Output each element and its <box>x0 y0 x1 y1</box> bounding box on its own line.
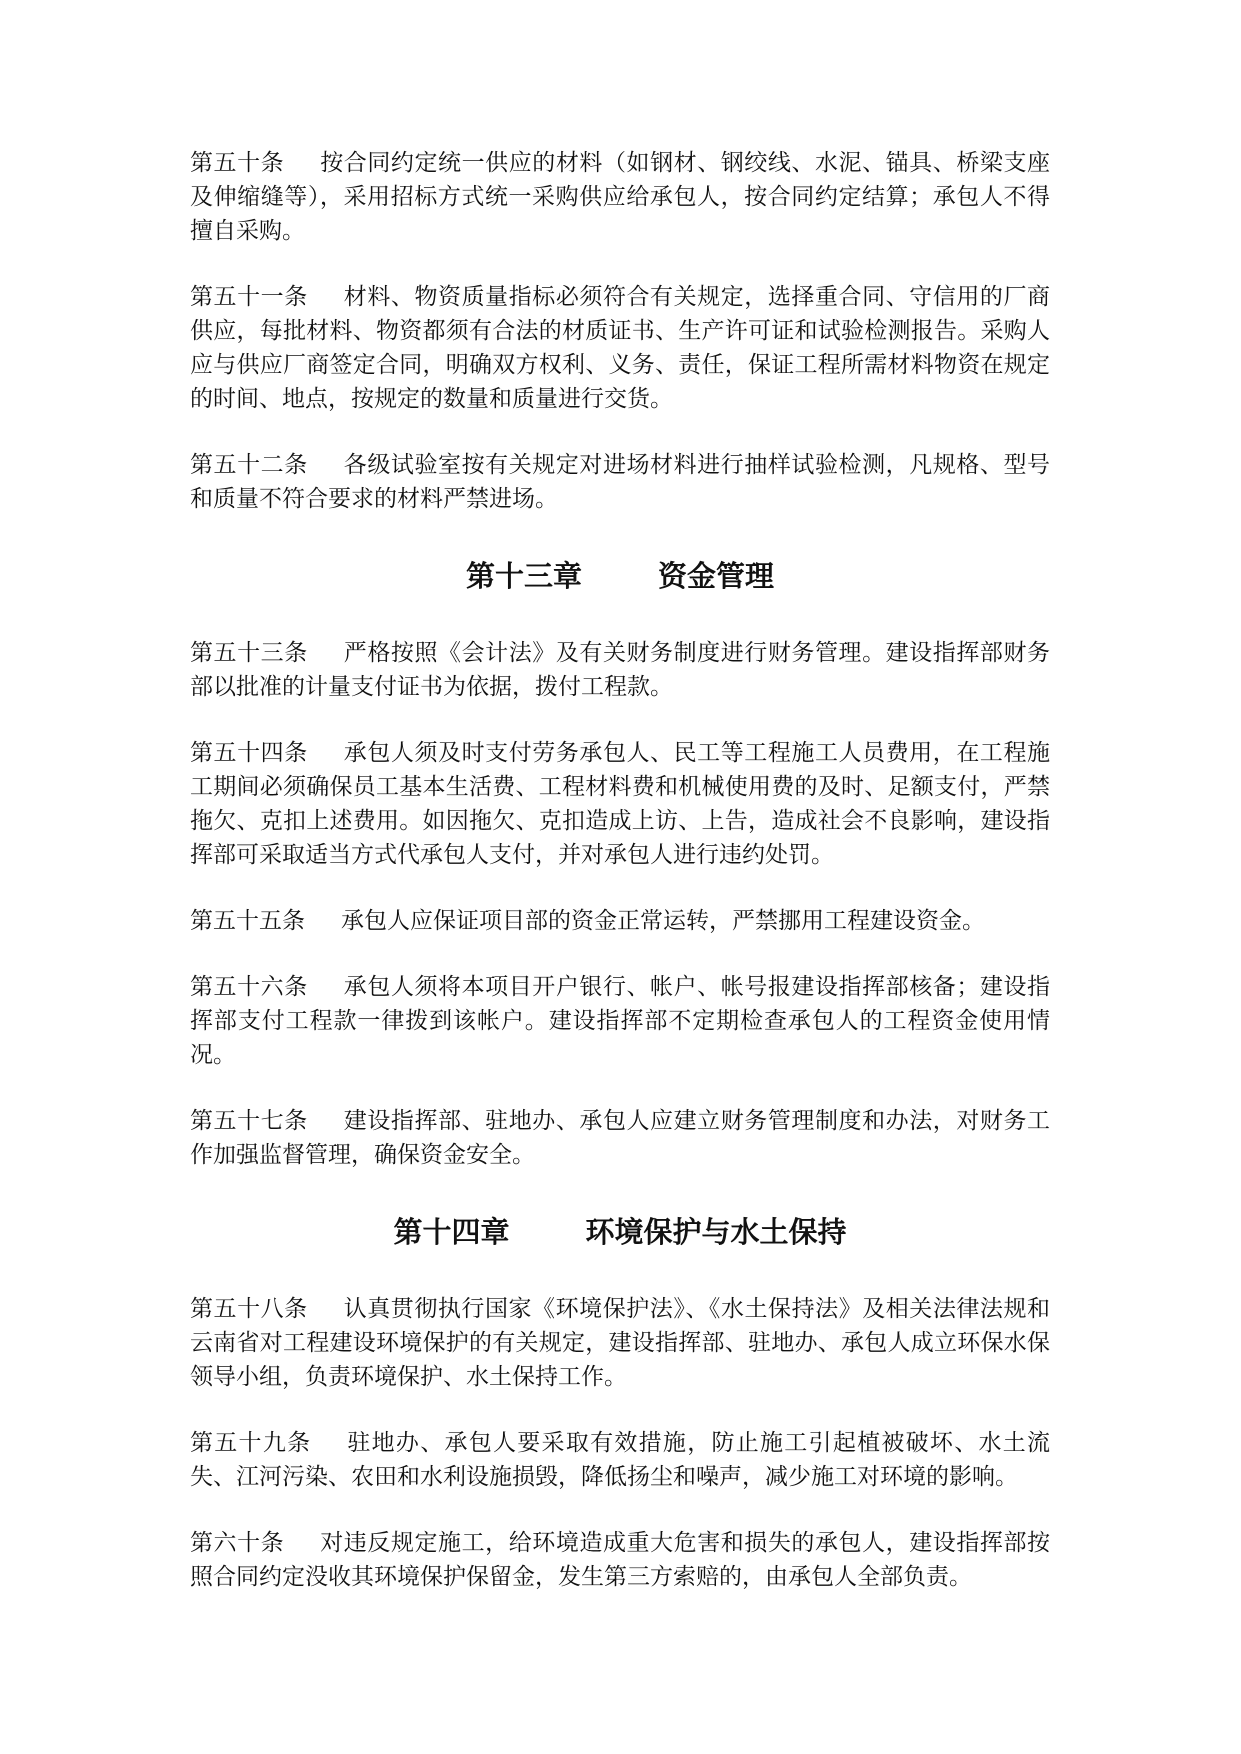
article-51 <box>190 280 1050 416</box>
article-number: 第五十一条 <box>190 284 308 310</box>
article-57 <box>190 1104 1050 1172</box>
article-number: 第五十条 <box>190 150 285 176</box>
article-text: 承包人应保证项目部的资金正常运转，严禁挪用工程建设资金。 <box>341 908 985 934</box>
article-58 <box>190 1292 1050 1394</box>
chapter-number: 第十三章 <box>465 559 582 593</box>
document-page <box>190 146 1050 1626</box>
article-text: 按合同约定统一供应的材料（如钢材、钢绞线、水泥、锚具、桥梁支座及伸缩缝等），采用招标方式统一采购供应给承包人，按合同约定结算；承包人不得擅自采购。 <box>190 150 1051 244</box>
chapter-number: 第十四章 <box>393 1215 510 1249</box>
article-number: 第五十八条 <box>190 1296 308 1322</box>
chapter-13-heading <box>190 556 1050 596</box>
article-number: 第六十条 <box>190 1530 285 1556</box>
article-59 <box>190 1426 1050 1494</box>
chapter-14-heading <box>190 1212 1050 1252</box>
article-text: 材料、物资质量指标必须符合有关规定，选择重合同、守信用的厂商供应，每批材料、物资都须有合法的材质证书、生产许可证和试验检测报告。采购人应与供应厂商签定合同，明确双方权利、义务、责任，保证工程所需材料物资在规定的时间、地点，按规定的数量和质量进行交货。 <box>190 284 1051 412</box>
article-text: 对违反规定施工，给环境造成重大危害和损失的承包人，建设指挥部按照合同约定没收其环境保护保留金，发生第三方索赔的，由承包人全部负责。 <box>190 1530 1051 1590</box>
article-number: 第五十六条 <box>190 974 308 1000</box>
article-number: 第五十九条 <box>190 1430 312 1456</box>
article-number: 第五十四条 <box>190 740 308 766</box>
chapter-title: 资金管理 <box>658 559 775 593</box>
article-50 <box>190 146 1050 248</box>
article-54 <box>190 736 1050 872</box>
article-number: 第五十二条 <box>190 452 308 478</box>
article-text: 建设指挥部、驻地办、承包人应建立财务管理制度和办法，对财务工作加强监督管理，确保资金安全。 <box>190 1108 1051 1168</box>
article-56 <box>190 970 1050 1072</box>
article-text: 各级试验室按有关规定对进场材料进行抽样试验检测，凡规格、型号和质量不符合要求的材料严禁进场。 <box>190 452 1051 512</box>
article-text: 承包人须将本项目开户银行、帐户、帐号报建设指挥部核备；建设指挥部支付工程款一律拨到该帐户。建设指挥部不定期检查承包人的工程资金使用情况。 <box>190 974 1051 1068</box>
article-text: 认真贯彻执行国家《环境保护法》、《水土保持法》及相关法律法规和云南省对工程建设环境保护的有关规定，建设指挥部、驻地办、承包人成立环保水保领导小组，负责环境保护、水土保持工作。 <box>190 1296 1051 1390</box>
article-60 <box>190 1526 1050 1594</box>
article-53 <box>190 636 1050 704</box>
article-text: 严格按照《会计法》及有关财务制度进行财务管理。建设指挥部财务部以批准的计量支付证书为依据，拨付工程款。 <box>190 640 1051 700</box>
article-text: 承包人须及时支付劳务承包人、民工等工程施工人员费用，在工程施工期间必须确保员工基本生活费、工程材料费和机械使用费的及时、足额支付，严禁拖欠、克扣上述费用。如因拖欠、克扣造成上访、上告，造成社会不良影响，建设指挥部可采取适当方式代承包人支付，并对承包人进行违约处罚。 <box>190 740 1051 868</box>
chapter-title: 环境保护与水土保持 <box>585 1215 847 1249</box>
article-number: 第五十七条 <box>190 1108 308 1134</box>
article-52 <box>190 448 1050 516</box>
article-number: 第五十三条 <box>190 640 308 666</box>
article-55 <box>190 904 1050 938</box>
article-text: 驻地办、承包人要采取有效措施，防止施工引起植被破坏、水土流失、江河污染、农田和水利设施损毁，降低扬尘和噪声，减少施工对环境的影响。 <box>190 1430 1051 1490</box>
article-number: 第五十五条 <box>190 908 305 934</box>
